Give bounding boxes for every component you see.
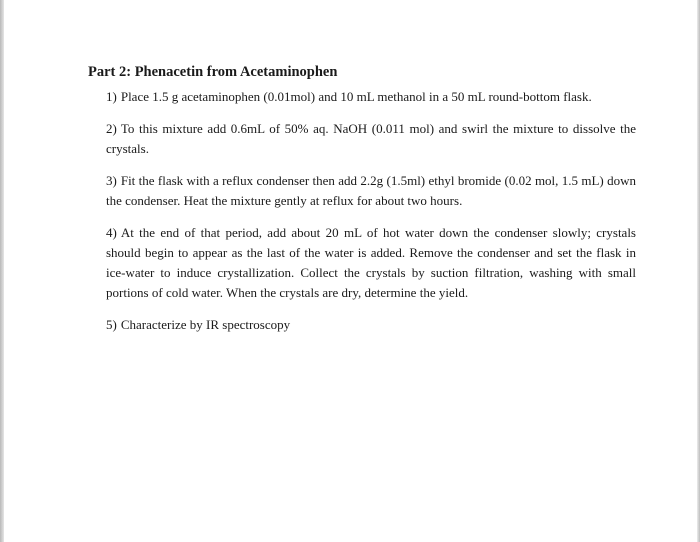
- step-5: [106, 315, 636, 335]
- document-body: [88, 63, 636, 347]
- step-number: 4): [106, 225, 117, 240]
- step-1: [106, 87, 636, 107]
- step-number: 3): [106, 173, 117, 188]
- step-3: [106, 171, 636, 211]
- step-number: 5): [106, 317, 117, 332]
- step-text: Characterize by IR spectroscopy: [120, 317, 291, 332]
- step-4: [106, 223, 636, 303]
- step-text: At the end of that period, add about 20 mL of hot water down the condenser slowly; crystals should begin to appear as the last of the water is added. Remove the condenser and set the flask in ice-water to induce crystallization. Collect the crystals by suction filtration, washing with small portions of cold water. When the crystals are dry, determine the yield.: [106, 225, 636, 300]
- step-2: [106, 119, 636, 159]
- step-text: Fit the flask with a reflux condenser then add 2.2g (1.5ml) ethyl bromide (0.02 mol, 1.5 mL) down the condenser. Heat the mixture gently at reflux for about two hours.: [106, 173, 636, 208]
- procedure-steps: [88, 87, 636, 335]
- step-number: 1): [106, 89, 117, 104]
- step-number: 2): [106, 121, 117, 136]
- page-edge-left: [0, 0, 4, 542]
- step-text: To this mixture add 0.6mL of 50% aq. NaOH (0.011 mol) and swirl the mixture to dissolve the crystals.: [106, 121, 636, 156]
- step-text: Place 1.5 g acetaminophen (0.01mol) and 10 mL methanol in a 50 mL round-bottom flask.: [120, 89, 592, 104]
- section-title: Part 2: Phenacetin from Acetaminophen: [88, 64, 338, 80]
